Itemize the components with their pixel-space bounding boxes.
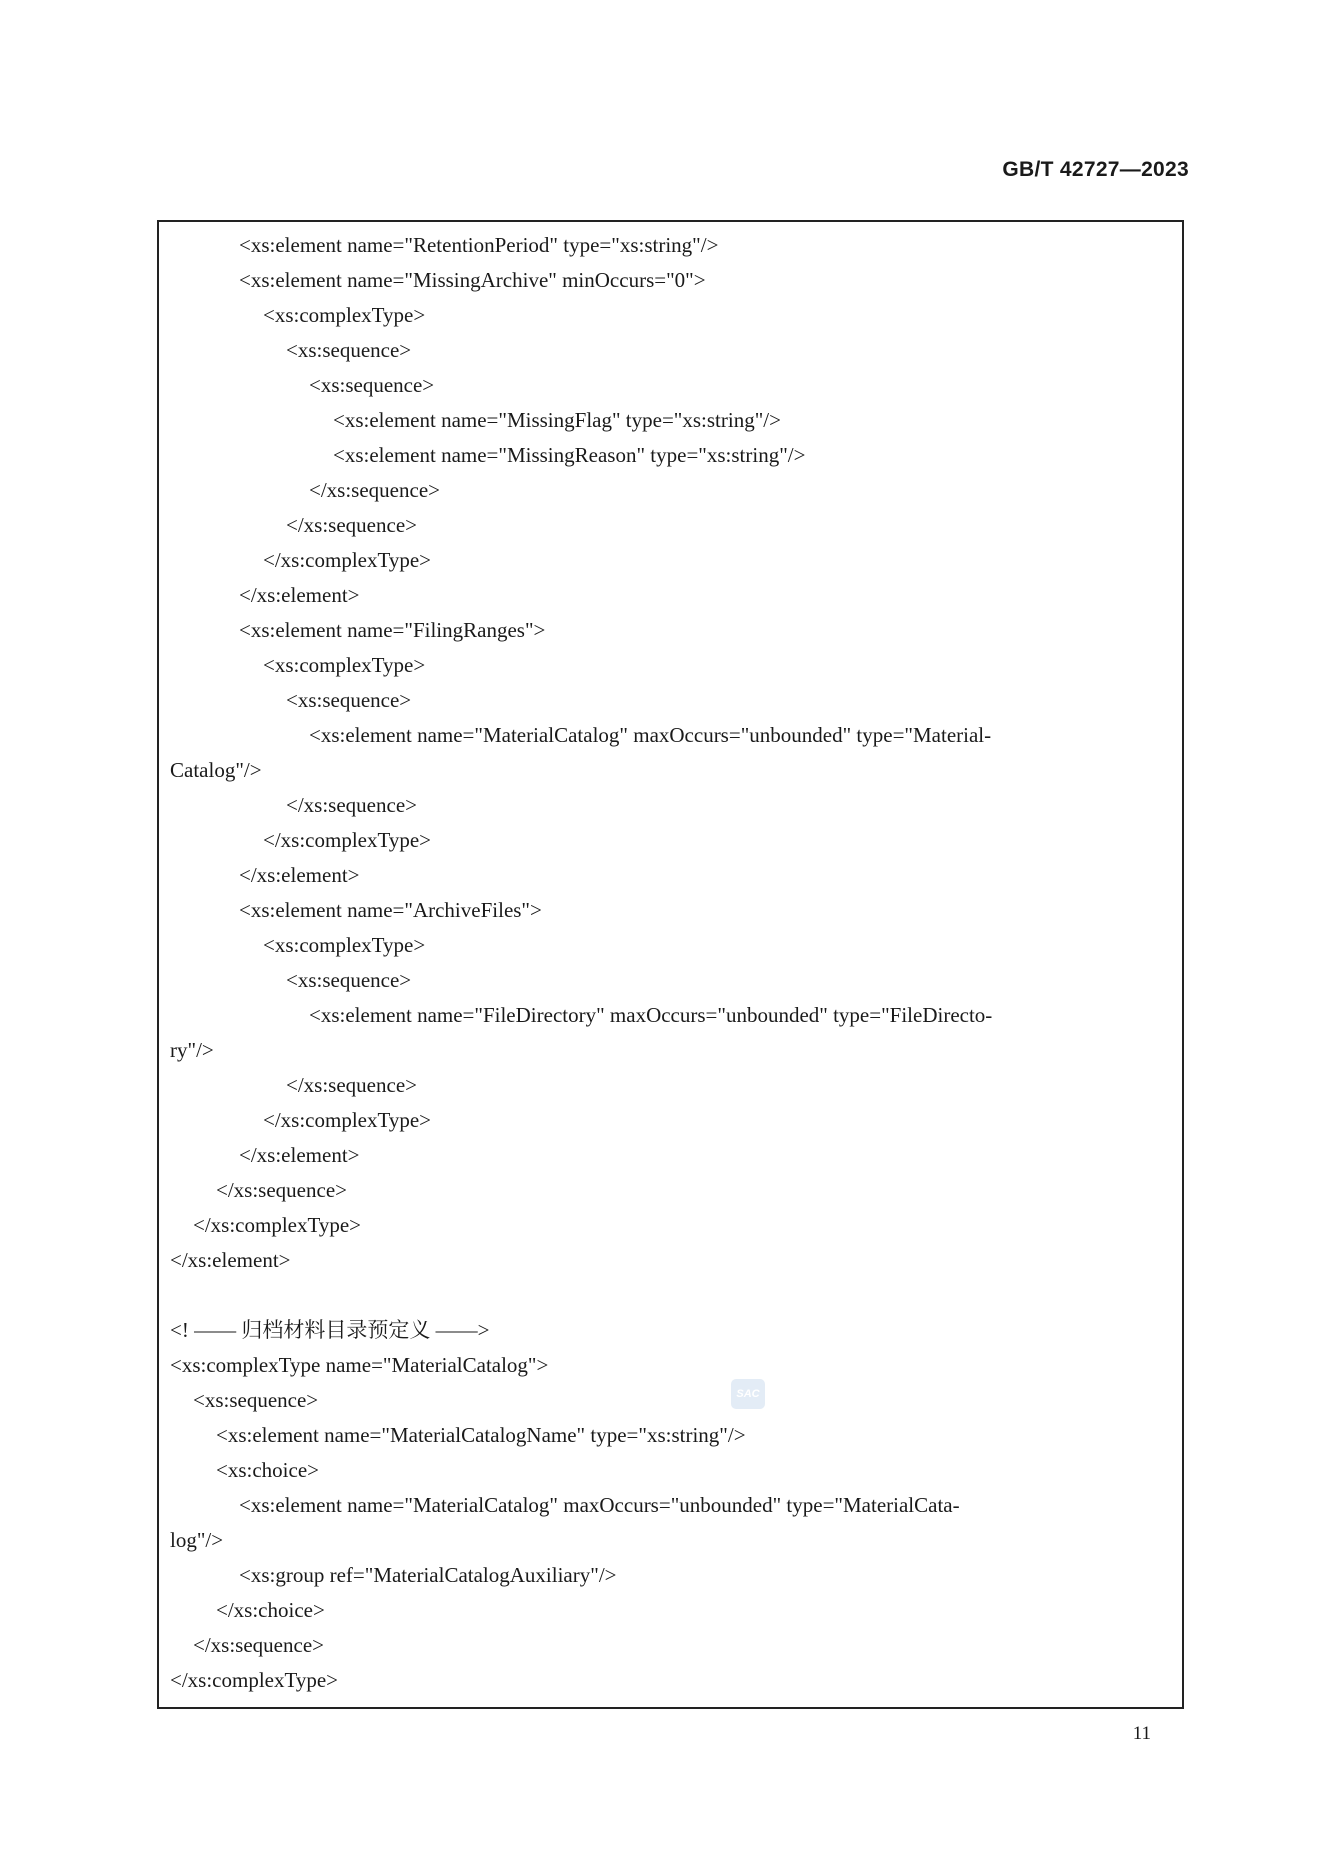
code-line: <xs:complexType> <box>263 653 426 677</box>
code-line: <xs:element name="MissingArchive" minOccurs="0"> <box>239 268 706 292</box>
code-line: </xs:element> <box>239 583 360 607</box>
code-line: <xs:complexType> <box>263 933 426 957</box>
code-line: <xs:sequence> <box>193 1388 319 1412</box>
code-line: <xs:element name="RetentionPeriod" type="xs:string"/> <box>239 233 719 257</box>
code-line: <xs:group ref="MaterialCatalogAuxiliary"/> <box>239 1563 617 1587</box>
code-line: <xs:element name="FilingRanges"> <box>239 618 546 642</box>
code-comment-line: <! —— 归档材料目录预定义 ——> <box>170 1318 490 1342</box>
code-line-continuation: Catalog"/> <box>170 758 262 782</box>
watermark-text: SAC <box>736 1388 760 1400</box>
sac-watermark-logo <box>731 1379 765 1409</box>
code-line: <xs:element name="MissingFlag" type="xs:string"/> <box>333 408 781 432</box>
code-line: <xs:element name="FileDirectory" maxOccurs="unbounded" type="FileDirecto- <box>309 1003 993 1027</box>
code-line: </xs:sequence> <box>286 513 417 537</box>
code-line: </xs:complexType> <box>263 1108 432 1132</box>
code-line: <xs:sequence> <box>309 373 435 397</box>
code-line: </xs:complexType> <box>170 1668 339 1692</box>
code-line: <xs:sequence> <box>286 968 412 992</box>
code-line: <xs:complexType> <box>263 303 426 327</box>
code-line: <xs:element name="ArchiveFiles"> <box>239 898 542 922</box>
code-line: <xs:choice> <box>216 1458 319 1482</box>
code-line: </xs:complexType> <box>263 828 432 852</box>
code-line: <xs:sequence> <box>286 338 412 362</box>
code-line: <xs:complexType name="MaterialCatalog"> <box>170 1353 549 1377</box>
code-line: </xs:sequence> <box>309 478 440 502</box>
code-line: <xs:element name="MaterialCatalog" maxOccurs="unbounded" type="MaterialCata- <box>239 1493 960 1517</box>
code-line: </xs:complexType> <box>263 548 432 572</box>
code-line: </xs:sequence> <box>216 1178 347 1202</box>
code-line: </xs:choice> <box>216 1598 325 1622</box>
code-line: </xs:sequence> <box>286 1073 417 1097</box>
code-line: </xs:complexType> <box>193 1213 362 1237</box>
standard-code: GB/T 42727—2023 <box>1002 158 1189 181</box>
code-line: <xs:element name="MaterialCatalogName" type="xs:string"/> <box>216 1423 746 1447</box>
page-number: 11 <box>1132 1723 1151 1744</box>
code-line: <xs:element name="MaterialCatalog" maxOccurs="unbounded" type="Material- <box>309 723 992 747</box>
code-line: </xs:element> <box>239 863 360 887</box>
code-line: <xs:sequence> <box>286 688 412 712</box>
code-line-continuation: ry"/> <box>170 1038 214 1062</box>
code-line: </xs:sequence> <box>193 1633 324 1657</box>
code-line-continuation: log"/> <box>170 1528 224 1552</box>
code-line: </xs:element> <box>239 1143 360 1167</box>
code-line: </xs:element> <box>170 1248 291 1272</box>
xml-schema-code-box <box>157 220 1184 1709</box>
code-line: <xs:element name="MissingReason" type="xs:string"/> <box>333 443 806 467</box>
code-line: </xs:sequence> <box>286 793 417 817</box>
